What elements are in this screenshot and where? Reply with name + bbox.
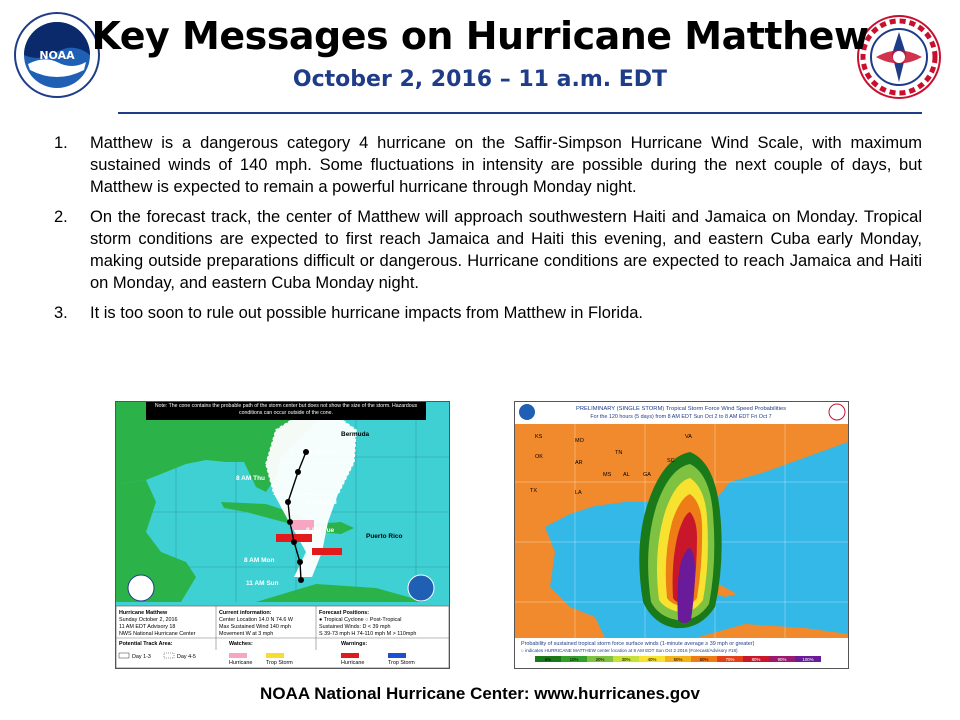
noaa-small-logo-icon (519, 404, 535, 420)
current-info-line: Max Sustained Wind 140 mph (219, 624, 291, 630)
state-label: AL (623, 472, 630, 478)
state-label: TX (530, 488, 538, 494)
info-title: Hurricane Matthew (119, 610, 168, 616)
message-text: Matthew is a dangerous category 4 hurricane on the Saffir-Simpson Hurricane Wind Scale, with maximum sustained winds of 140 mph. Some fluctuations in intensity are possible during the next couple of days, but Matthew is expected to remain a powerful hurricane through Monday night. (90, 134, 922, 196)
watch-item: Trop Storm (266, 660, 293, 666)
scale-label: 20% (595, 657, 605, 662)
cone-map-graphic (116, 402, 449, 668)
hurricane-warning-area (312, 548, 342, 555)
track-label: 8 AM Fri (309, 449, 335, 456)
nws-small-logo-icon (829, 404, 845, 420)
track-label: 8 AM Tue (306, 527, 335, 534)
info-center: NWS National Hurricane Center (119, 631, 196, 637)
info-advisory: 11 AM EDT Advisory 18 (119, 624, 176, 630)
forecast-positions-line: S 39-73 mph H 74-110 mph M > 110mph (319, 631, 417, 637)
track-area-title: Potential Track Area: (119, 641, 173, 647)
south-america-landmass (256, 584, 426, 602)
message-number: 3. (54, 304, 68, 322)
scale-label: 70% (725, 657, 735, 662)
scale-label: 60% (699, 657, 709, 662)
wind-probability-map (514, 401, 849, 669)
state-label: SC (667, 458, 675, 464)
track-area-item: Day 1-3 (132, 654, 151, 660)
page-subtitle: October 2, 2016 – 11 a.m. EDT (292, 67, 668, 92)
wind-map-caption-note: ○ indicates HURRICANE MATTHEW center location at 8 AM EDT Sun Oct 2 2016 (Forecast/Advisory #18) (521, 648, 738, 653)
cone-note-text: Note: The cone contains the probable path of the storm center but does not show the size of the storm. Hazardous conditions can occur outside of the cone. (154, 403, 418, 416)
state-label: MO (575, 438, 584, 444)
mexico-landmass (116, 480, 196, 602)
svg-text:NOAA: NOAA (39, 49, 75, 62)
track-area-swatch-day45 (164, 653, 174, 658)
track-area-item: Day 4-5 (177, 654, 196, 660)
state-label: LA (575, 490, 582, 496)
scale-label: 10% (569, 657, 579, 662)
key-message-item (48, 302, 922, 324)
watches-title: Watches: (229, 641, 253, 647)
noaa-logo-icon (408, 575, 434, 601)
warning-item: Hurricane (341, 660, 365, 666)
current-info-line: Movement W at 3 mph (219, 631, 274, 637)
state-label: GA (643, 472, 651, 478)
state-label: OK (535, 454, 543, 460)
key-message-item (48, 206, 922, 294)
state-label: TN (615, 450, 623, 456)
warnings-title: Warnings: (341, 641, 368, 647)
scale-label: 5% (544, 657, 552, 662)
tropical-storm-watch-swatch (266, 653, 284, 658)
track-area-swatch-day13 (119, 653, 129, 658)
place-label: Bermuda (341, 431, 370, 438)
place-label: Puerto Rico (366, 533, 403, 540)
wind-map-title: PRELIMINARY (SINGLE STORM) Tropical Storm Force Wind Speed Probabilities (575, 406, 787, 412)
hurricane-watch-swatch (229, 653, 247, 658)
hurricane-warning-swatch (341, 653, 359, 658)
forecast-positions-line: Sustained Winds: D < 39 mph (319, 624, 391, 630)
probability-scale (535, 656, 821, 662)
current-info-title: Current information: (219, 610, 272, 616)
state-label: AR (575, 460, 583, 466)
track-label: 11 AM Sun (246, 580, 279, 587)
message-number: 1. (54, 134, 68, 152)
wind-map-subtitle: For the 120 hours (5 days) from 8 AM EDT Sun Oct 2 to 8 AM EDT Fri Oct 7 (590, 414, 772, 420)
info-date: Sunday October 2, 2016 (119, 617, 178, 623)
state-label: VA (685, 434, 692, 440)
scale-label: 40% (647, 657, 657, 662)
track-label: 8 AM Mon (244, 557, 275, 564)
scale-label: 90% (777, 657, 787, 662)
page-title: Key Messages on Hurricane Matthew (91, 14, 869, 58)
watch-item: Hurricane (229, 660, 253, 666)
scale-label: 80% (751, 657, 761, 662)
forecast-positions-line: ● Tropical Cyclone ○ Post-Tropical (319, 617, 402, 623)
forecast-positions-title: Forecast Positions: (319, 610, 370, 616)
track-label: 8 AM Wed (306, 499, 337, 506)
track-label: 8 AM Thu (236, 475, 266, 482)
wind-map-caption: Probability of sustained tropical storm force surface winds (1-minute average ≥ 39 mph or greater) (521, 641, 755, 647)
state-label: KS (535, 434, 543, 440)
message-text: On the forecast track, the center of Matthew will approach southwestern Haiti and Jamaica on Monday. Tropical storm conditions are expected to first reach Jamaica and Haiti this evening, and eastern Cuba early Monday, making outside preparations difficult or dangerous. Hurricane conditions are expected to reach Jamaica and Haiti on Monday, and eastern Cuba Monday night. (90, 208, 922, 292)
key-messages-list (48, 132, 922, 332)
message-number: 2. (54, 208, 68, 226)
key-message-item (48, 132, 922, 198)
scale-label: 100% (802, 657, 814, 662)
title-divider (118, 112, 922, 114)
scale-label: 50% (673, 657, 683, 662)
footer-credit: NOAA National Hurricane Center: www.hurricanes.gov (260, 684, 700, 703)
current-info-line: Center Location 14.0 N 74.6 W (219, 617, 294, 623)
message-text: It is too soon to rule out possible hurricane impacts from Matthew in Florida. (90, 304, 643, 322)
state-label: MS (603, 472, 612, 478)
warning-item: Trop Storm (388, 660, 415, 666)
wind-map-graphic (515, 402, 848, 668)
tropical-storm-warning-swatch (388, 653, 406, 658)
scale-label: 30% (621, 657, 631, 662)
nhc-logo-icon (128, 575, 154, 601)
forecast-cone-map (115, 401, 450, 669)
